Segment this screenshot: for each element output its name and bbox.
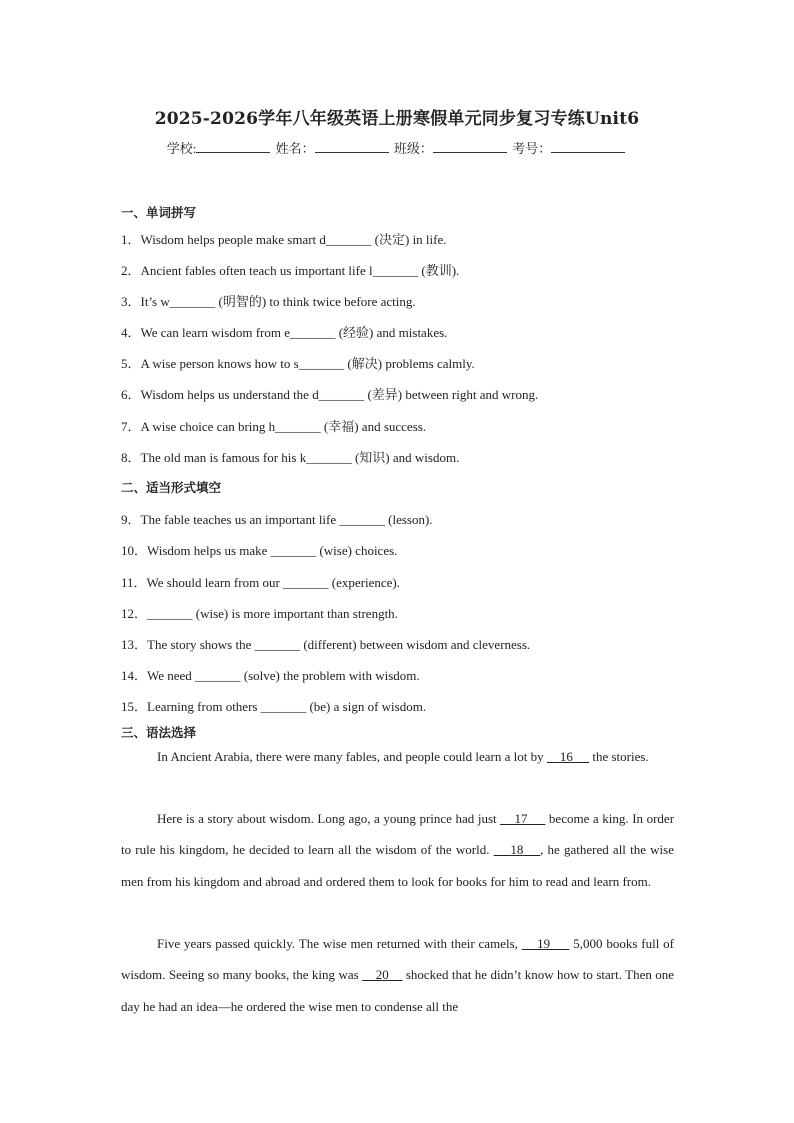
name-blank[interactable] <box>315 140 389 153</box>
student-info-line <box>0 138 794 157</box>
question-15: 15．Learning from others _______ (be) a sign of wisdom. <box>121 699 427 714</box>
passage-paragraph-1: In Ancient Arabia, there were many fables, and people could learn a lot by 16 the stories. <box>157 749 649 764</box>
blank-17[interactable]: 17 <box>514 811 528 826</box>
passage-paragraph-3: Five years passed quickly. The wise men returned with their camels, 19 5,000 books full of wisdom. Seeing so many books, the king was 20 shocked that he didn’t know how to start. Then one day he had an idea—he ordered the wise men to condense all the <box>121 936 675 1014</box>
question-6: 6．Wisdom helps us understand the d_______ (差异) between right and wrong. <box>121 387 539 402</box>
blank-20[interactable]: 20 <box>375 967 389 983</box>
section-heading-grammar: 三、语法选择 <box>121 725 197 740</box>
page-title: 2025-2026学年八年级英语上册寒假单元同步复习专练Unit6 <box>154 109 640 129</box>
passage-paragraph-2: Here is a story about wisdom. Long ago, a young prince had just 17 become a king. In order to rule his kingdom, he decided to learn all the wisdom of the world. 18 , he gathered all the wise men from his kingdom and abroad and ordered them to look for books for him to read and learn from. <box>121 811 675 889</box>
question-13: 13．The story shows the _______ (different) between wisdom and cleverness. <box>121 637 531 652</box>
question-2: 2．Ancient fables often teach us important life l_______ (教训). <box>121 263 460 278</box>
question-14: 14．We need _______ (solve) the problem with wisdom. <box>121 668 420 683</box>
question-12: 12．_______ (wise) is more important than strength. <box>121 606 398 621</box>
class-label: 班级： <box>393 141 433 156</box>
school-label: 学校: <box>166 141 197 156</box>
number-blank[interactable] <box>551 140 625 153</box>
section-heading-spelling: 一、单词拼写 <box>121 205 197 220</box>
name-label: 姓名： <box>275 141 315 156</box>
blank-16[interactable]: 16 <box>559 749 573 764</box>
question-3: 3．It’s w_______ (明智的) to think twice before acting. <box>121 294 416 309</box>
blank-18[interactable]: 18 <box>510 842 524 858</box>
question-11: 11．We should learn from our _______ (experience). <box>121 575 400 590</box>
question-9: 9．The fable teaches us an important life _______ (lesson). <box>121 512 433 527</box>
question-10: 10．Wisdom helps us make _______ (wise) choices. <box>121 543 398 558</box>
number-label: 考号： <box>512 141 552 156</box>
question-7: 7．A wise choice can bring h_______ (幸福) and success. <box>121 419 427 434</box>
school-blank[interactable] <box>196 140 270 153</box>
question-1: 1．Wisdom helps people make smart d_______ (决定) in life. <box>121 232 447 247</box>
question-5: 5．A wise person knows how to s_______ (解决) problems calmly. <box>121 356 475 371</box>
section-heading-word-forms: 二、适当形式填空 <box>121 480 222 495</box>
class-blank[interactable] <box>433 140 507 153</box>
blank-19[interactable]: 19 <box>537 936 551 951</box>
question-4: 4．We can learn wisdom from e_______ (经验) and mistakes. <box>121 325 448 340</box>
question-8: 8．The old man is famous for his k_______ (知识) and wisdom. <box>121 450 460 465</box>
